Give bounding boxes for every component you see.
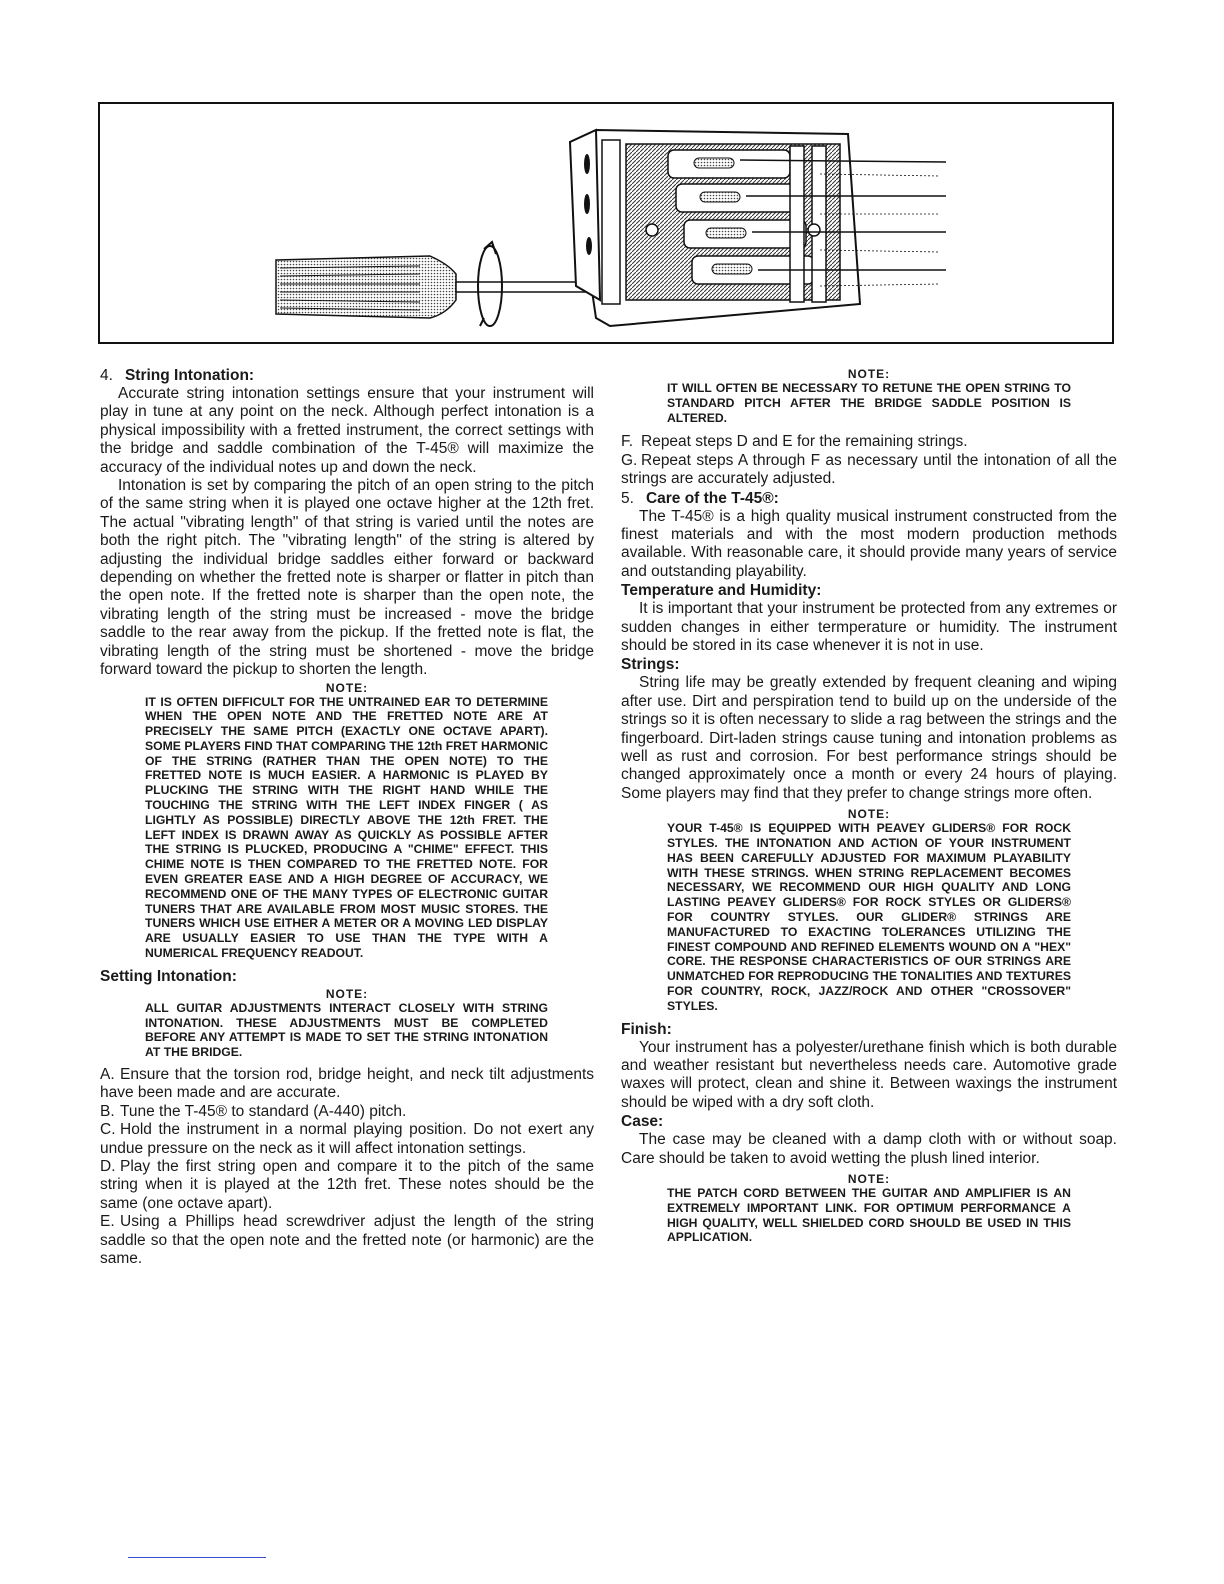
screwdriver [276, 242, 606, 326]
note-1-title: NOTE: [325, 680, 369, 695]
note-4-text: YOUR T-45® IS EQUIPPED WITH PEAVEY GLIDERS® FOR ROCK STYLES. THE INTONATION AND ACTION OF YOUR INSTRUMENT HAS BEEN CAREFULLY ADJUSTED FOR MAXIMUM PLAYABILITY WITH THESE STRINGS. WHEN STRING REPLACEMENT BECOMES NECESSARY, WE RECOMMEND OUR HIGH QUALITY AND LONG LASTING PEAVEY GLIDERS® FOR ROCK STYLES OR GLIDERS® FOR COUNTRY STYLES. OUR GLIDER® STRINGS ARE MANUFACTURED TO EXACTING TOLERANCES UTILIZING THE FINEST COMPOUND AND REFINED ELEMENTS WOUND ON A "HEX" CORE. THE RESPONSE CHARACTERISTICS OF OUR STRINGS ARE UNMATCHED FOR REPRODUCING THE TONALITIES AND TEXTURES FOR COUNTRY, ROCK, JAZZ/ROCK AND OTHER "CROSSOVER" STYLES. [667, 821, 1071, 1013]
finish-heading: Finish: [621, 1020, 672, 1038]
bridge-plate [570, 130, 860, 326]
note-3-text: IT WILL OFTEN BE NECESSARY TO RETUNE THE OPEN STRING TO STANDARD PITCH AFTER THE BRIDGE SADDLE POSITION IS ALTERED. [667, 381, 1071, 425]
intonation-paragraph-1: Accurate string intonation settings ensure that your instrument will play in tune at any point on the neck. Although perfect intonation is a physical impossibility with a fretted instrument, the correct settings with the bridge and saddle combination of the T-45® will maximize the accuracy of the individual notes up and down the neck. [100, 385, 594, 476]
setting-intonation-heading: Setting Intonation: [100, 967, 237, 985]
step-f: F. Repeat steps D and E for the remaining strings. [621, 433, 968, 451]
left-column [100, 366, 594, 1269]
care-paragraph: The T-45® is a high quality musical instrument constructed from the finest materials and with the most modern production methods available. With reasonable care, it should provide many years of service and outstanding playability. [621, 507, 1117, 580]
bridge-saddle-adjustment-illustration [100, 104, 1112, 342]
case-heading: Case: [621, 1113, 664, 1131]
section-4-heading: 4. String Intonation: [100, 367, 255, 384]
footer-rule [128, 1557, 266, 1558]
note-4-title: NOTE: [847, 807, 891, 822]
case-paragraph: The case may be cleaned with a damp cloth with or without soap. Care should be taken to avoid wetting the plush lined interior. [621, 1131, 1117, 1167]
note-1-text: IT IS OFTEN DIFFICULT FOR THE UNTRAINED EAR TO DETERMINE WHEN THE OPEN NOTE AND THE FRETTED NOTE ARE AT PRECISELY THE SAME PITCH (EXACTLY ONE OCTAVE APART). SOME PLAYERS FIND THAT COMPARING THE 12th FRET HARMONIC OF THE STRING (RATHER THAN THE OPEN NOTE) TO THE FRETTED NOTE IS MUCH EASIER. A HARMONIC IS PLAYED BY PLUCKING THE STRING WITH THE RIGHT HAND WHILE THE TOUCHING THE STRING WITH THE LEFT INDEX FINGER ( AS LIGHTLY AS POSSIBLE) DIRECTLY ABOVE THE 12th FRET. THE LEFT INDEX IS DRAWN AWAY AS QUICKLY AS POSSIBLE AFTER THE STRING IS PLUCKED, PRODUCING A "CHIME" EFFECT. THIS CHIME NOTE IS THEN COMPARED TO THE FRETTED NOTE. FOR EVEN GREATER EASE AND A HIGH DEGREE OF ACCURACY, WE RECOMMEND ONE OF THE MANY TYPES OF ELECTRONIC GUITAR TUNERS THAT ARE AVAILABLE FROM MOST MUSIC STORES. THE TUNERS WHICH USE EITHER A METER OR A MOVING LED DISPLAY ARE USUALLY EASIER TO USE THAN THE TYPE WITH A NUMERICAL FREQUENCY READOUT. [145, 694, 548, 961]
step-c: C. Hold the instrument in a normal playing position. Do not exert any undue pressure on the neck as it will affect intonation settings. [100, 1121, 594, 1157]
temperature-heading: Temperature and Humidity: [621, 582, 822, 600]
note-2-text: ALL GUITAR ADJUSTMENTS INTERACT CLOSELY WITH STRING INTONATION. THESE ADJUSTMENTS MUST BE COMPLETED BEFORE ANY ATTEMPT IS MADE TO SET THE STRING INTONATION AT THE BRIDGE. [145, 1000, 548, 1060]
note-3-title: NOTE: [847, 367, 891, 381]
step-g: G. Repeat steps A through F as necessary until the intonation of all the strings are accurately adjusted. [621, 451, 1117, 488]
note-5-title: NOTE: [847, 1172, 891, 1187]
step-e: E. Using a Phillips head screwdriver adjust the length of the string saddle so that the open note and the fretted note (or harmonic) are the same. [100, 1213, 594, 1268]
step-b: B. Tune the T-45® to standard (A-440) pitch. [100, 1102, 407, 1120]
step-a: A. Ensure that the torsion rod, bridge height, and neck tilt adjustments have been made and are accurate. [100, 1066, 594, 1102]
note-2-title: NOTE: [325, 986, 369, 1001]
temperature-paragraph: It is important that your instrument be protected from any extremes or sudden changes in either termperature or humidity. The instrument should be stored in its case whenever it is not in use. [621, 600, 1117, 655]
intonation-paragraph-2: Intonation is set by comparing the pitch of an open string to the pitch of the same string when it is played one octave higher at the 12th fret. The actual "vibrating length" of that string is varied until the notes are both the right pitch. The "vibrating length" of the string is altered by adjusting the individual bridge saddles either forward or backward depending on whether the fretted note is sharper or flatter in pitch than the open note. If the fretted note is sharper than the open note, the vibrating length of the string must be increased - move the bridge saddle to the rear away from the pickup. If the fretted note is flat, the vibrating length of the string must be shortened - move the bridge forward toward the pickup to shorten the length. [100, 477, 594, 679]
strings-heading: Strings: [621, 656, 680, 674]
section-5-heading: 5. Care of the T-45®: [621, 489, 779, 507]
bridge-illustration [98, 102, 1114, 344]
note-5-text: THE PATCH CORD BETWEEN THE GUITAR AND AMPLIFIER IS AN EXTREMELY IMPORTANT LINK. FOR OPTIMUM PERFORMANCE A HIGH QUALITY, WELL SHIELDED CORD SHOULD BE USED IN THIS APPLICATION. [667, 1186, 1071, 1245]
right-column [621, 366, 1117, 1245]
strings-paragraph: String life may be greatly extended by frequent cleaning and wiping after use. Dirt and perspiration tend to build up on the underside of the strings so it is often necessary to slide a rag between the strings and the fingerboard. Dirt-laden strings cause tuning and intonation problems as well as rust and corrosion. For best performance strings should be changed approximately once a month or every 24 hours of playing. Some players may find that they prefer to change strings more often. [621, 674, 1117, 802]
finish-paragraph: Your instrument has a polyester/urethane finish which is both durable and weather resistant but nevertheless needs care. Automotive grade waxes will protect, clean and shine it. Between waxings the instrument should be wiped with a dry soft cloth. [621, 1038, 1117, 1111]
step-d: D. Play the first string open and compare it to the pitch of the same string when it is played at the 12th fret. These notes should be the same (one octave apart). [100, 1158, 594, 1212]
